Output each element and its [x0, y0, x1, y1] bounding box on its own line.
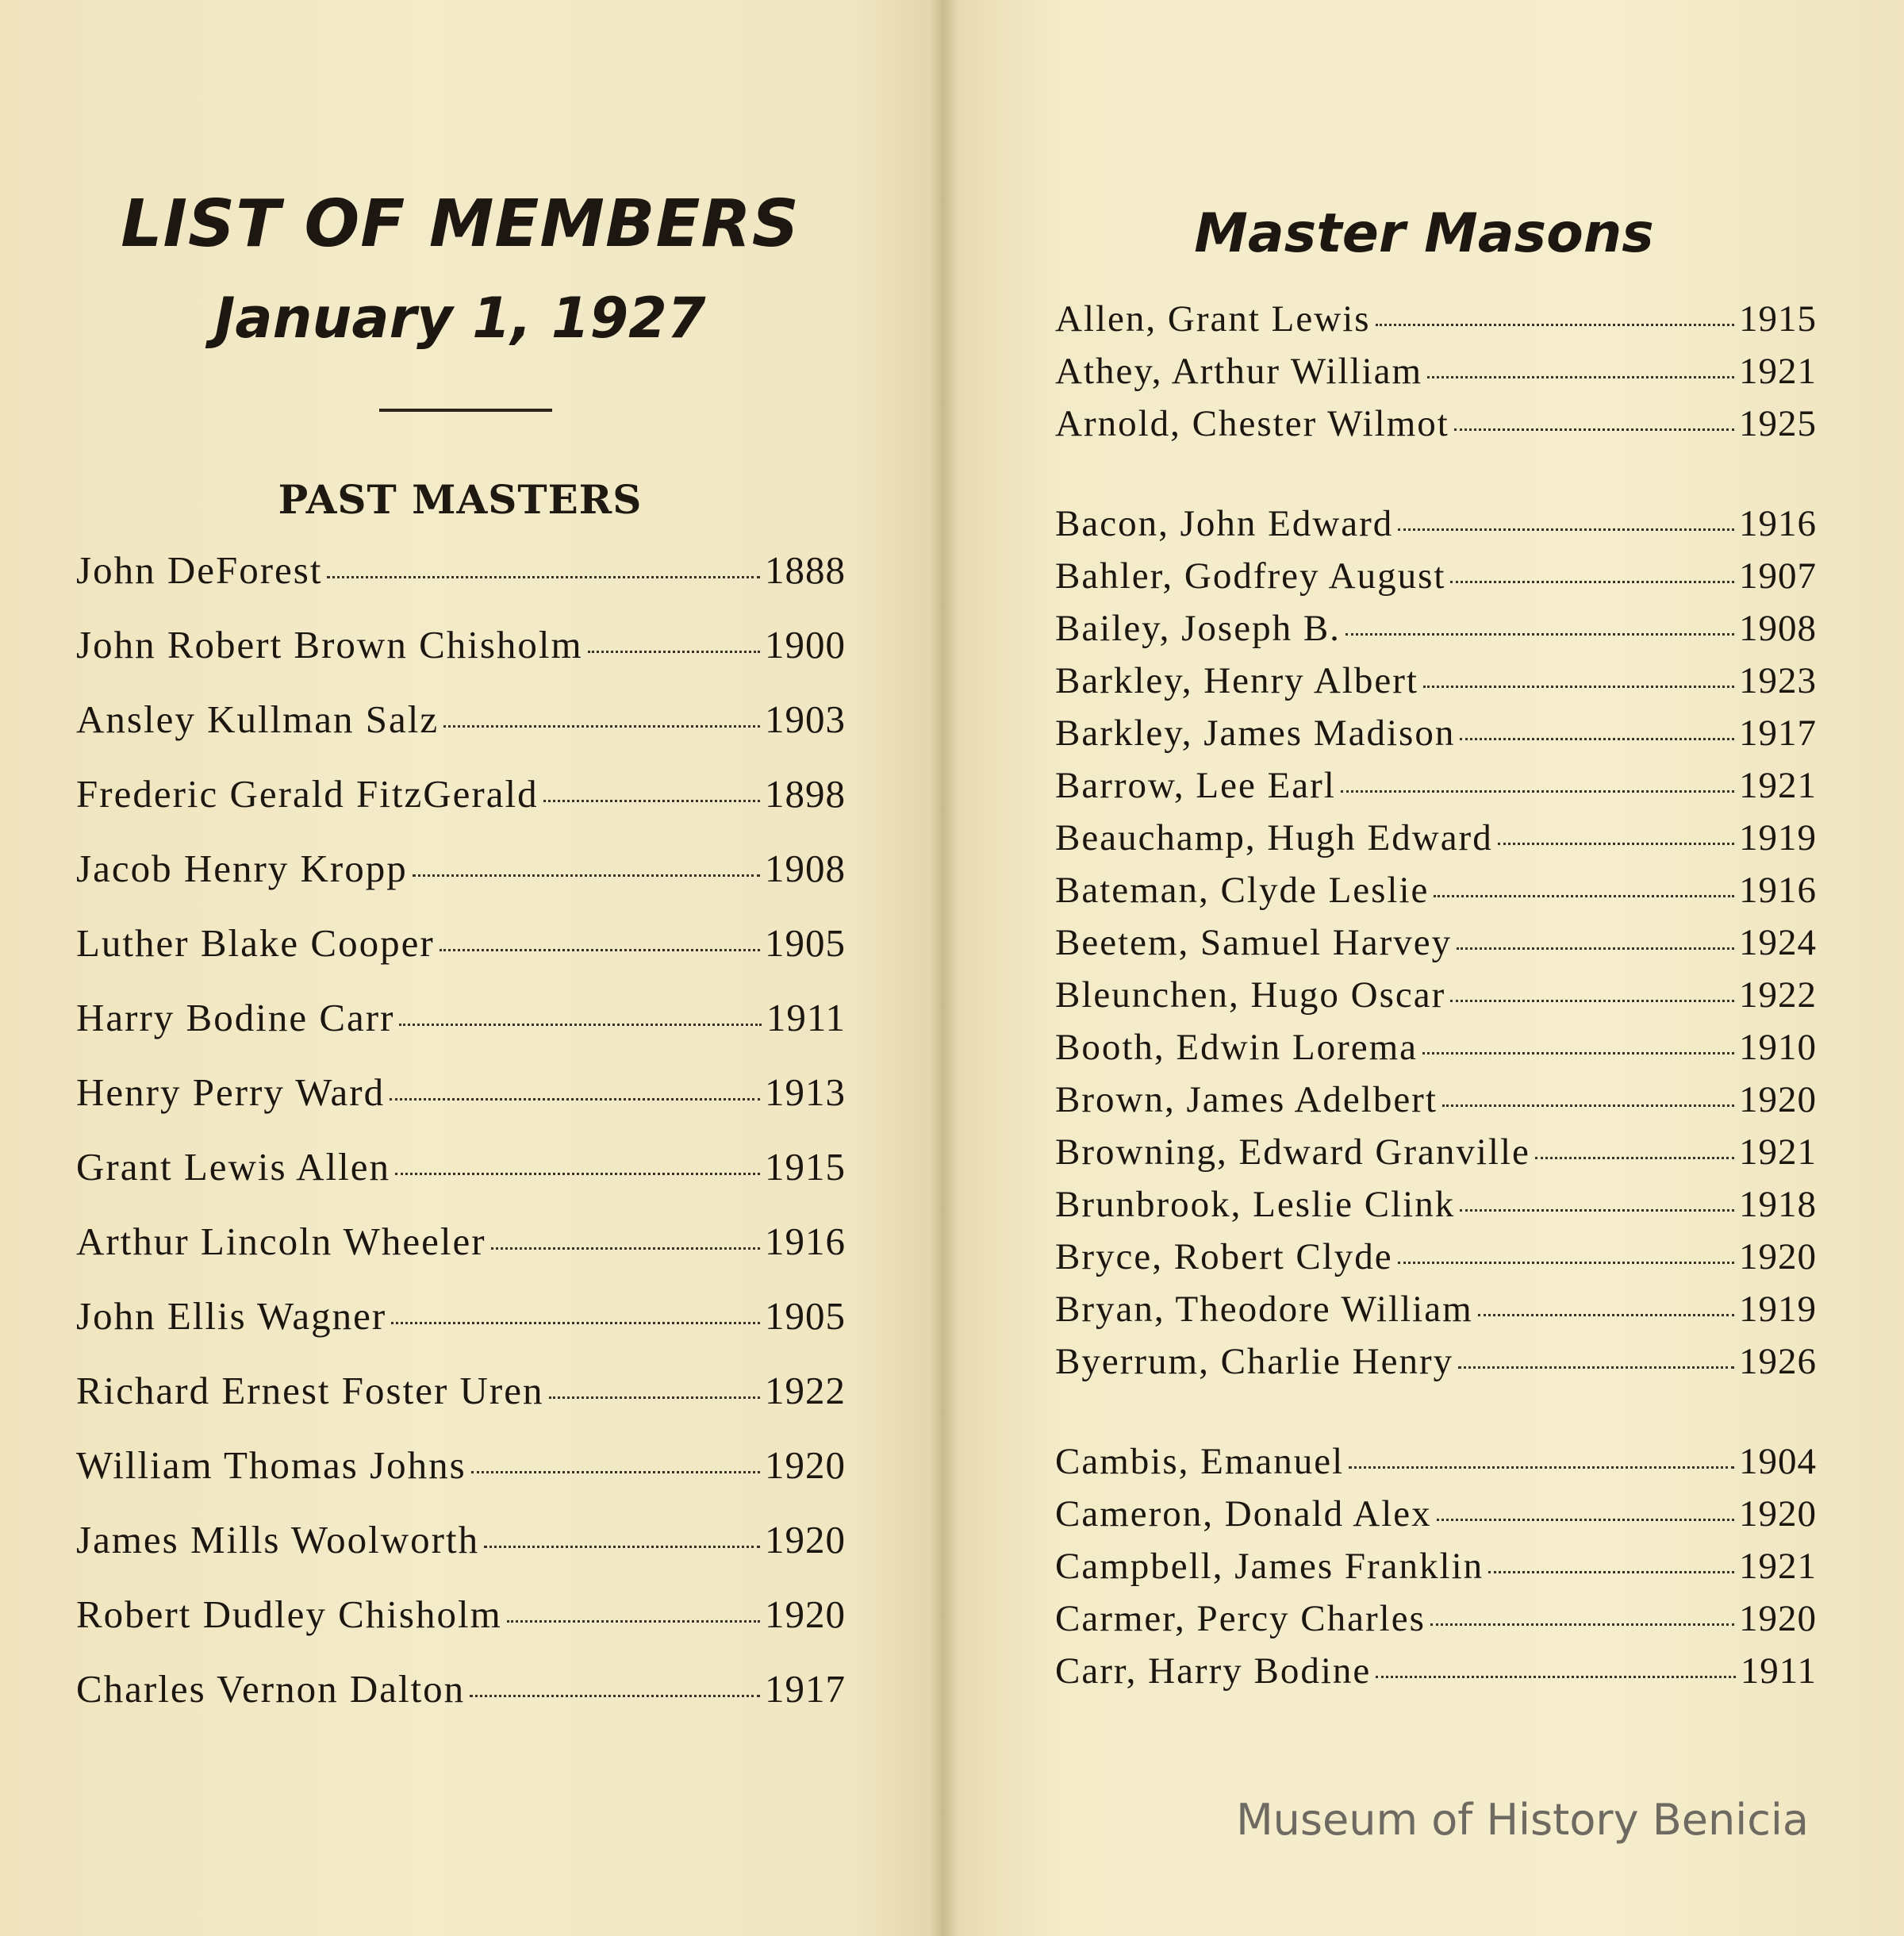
member-name: Booth, Edwin Lorema	[1055, 1027, 1418, 1068]
dot-leader	[1458, 1366, 1734, 1369]
dot-leader	[507, 1620, 760, 1623]
member-name: Bailey, Joseph B.	[1055, 608, 1341, 649]
member-year: 1921	[1739, 1546, 1817, 1587]
member-name: Jacob Henry Kropp	[76, 847, 408, 890]
member-name: Browning, Edward Granville	[1055, 1131, 1530, 1173]
member-row	[76, 995, 846, 1070]
dot-leader	[1535, 1157, 1734, 1159]
member-name: Bryce, Robert Clyde	[1055, 1236, 1393, 1277]
member-name: Barkley, James Madison	[1055, 713, 1456, 754]
dot-leader	[1442, 1104, 1734, 1107]
member-year: 1913	[765, 1070, 846, 1114]
member-row	[1055, 1131, 1817, 1183]
member-row	[1055, 1650, 1817, 1702]
member-year: 1919	[1739, 1289, 1817, 1330]
member-year: 1922	[1739, 974, 1817, 1016]
member-row	[1055, 974, 1817, 1026]
member-row	[1055, 1078, 1817, 1131]
member-row	[1055, 869, 1817, 921]
member-year: 1904	[1739, 1441, 1817, 1482]
dot-leader	[395, 1173, 760, 1175]
member-name: Allen, Grant Lewis	[1055, 298, 1371, 340]
member-row	[76, 771, 846, 846]
member-name: James Mills Woolworth	[76, 1518, 480, 1561]
member-name: Bryan, Theodore William	[1055, 1289, 1473, 1330]
dot-leader	[1434, 895, 1734, 897]
member-name: William Thomas Johns	[76, 1443, 466, 1487]
dot-leader	[1450, 581, 1734, 583]
dot-leader	[549, 1396, 761, 1399]
member-row	[76, 697, 846, 771]
member-year: 1921	[1739, 765, 1817, 806]
member-name: Henry Perry Ward	[76, 1070, 386, 1114]
dot-leader	[471, 1471, 760, 1473]
group-spacer	[1055, 455, 1817, 502]
member-year: 1910	[1739, 1027, 1817, 1068]
member-name: Ansley Kullman Salz	[76, 697, 440, 741]
member-row	[1055, 1183, 1817, 1235]
left-page	[0, 0, 944, 1936]
member-year: 1911	[766, 996, 846, 1039]
member-name: Frederic Gerald FitzGerald	[76, 772, 539, 816]
member-row	[1055, 555, 1817, 607]
member-row	[1055, 350, 1817, 402]
member-year: 1921	[1739, 351, 1817, 392]
member-row	[76, 920, 846, 995]
member-name: John DeForest	[76, 548, 323, 592]
dot-leader	[443, 725, 760, 728]
member-year: 1918	[1739, 1184, 1817, 1225]
member-name: Carr, Harry Bodine	[1055, 1650, 1372, 1692]
member-year: 1916	[1739, 503, 1817, 544]
member-row	[1055, 502, 1817, 555]
member-name: Carmer, Percy Charles	[1055, 1598, 1426, 1639]
dot-leader	[1460, 738, 1734, 740]
member-year: 1916	[1739, 870, 1817, 911]
dot-leader	[588, 651, 760, 653]
member-year: 1920	[1739, 1079, 1817, 1120]
member-name: Robert Dudley Chisholm	[76, 1592, 502, 1636]
member-year: 1903	[765, 697, 846, 741]
member-name: Barrow, Lee Earl	[1055, 765, 1336, 806]
member-row	[76, 1144, 846, 1219]
member-name: Arthur Lincoln Wheeler	[76, 1220, 486, 1263]
museum-watermark: Museum of History Benicia	[1236, 1795, 1809, 1845]
dot-leader	[1341, 790, 1734, 793]
dot-leader	[1498, 843, 1734, 845]
member-row	[1055, 298, 1817, 350]
dot-leader	[1437, 1519, 1734, 1521]
dot-leader	[543, 800, 760, 802]
dot-leader	[399, 1024, 761, 1026]
member-name: Beauchamp, Hugh Edward	[1055, 817, 1493, 859]
member-year: 1923	[1739, 660, 1817, 701]
member-year: 1900	[765, 623, 846, 666]
member-year: 1905	[765, 921, 846, 965]
dot-leader	[1427, 376, 1734, 378]
member-name: Luther Blake Cooper	[76, 921, 435, 965]
member-row	[1055, 1440, 1817, 1492]
member-name: John Ellis Wagner	[76, 1294, 387, 1338]
member-row	[1055, 712, 1817, 764]
member-year: 1917	[765, 1667, 846, 1711]
dot-leader	[1488, 1571, 1734, 1573]
dot-leader	[1376, 1676, 1735, 1678]
member-name: Beetem, Samuel Harvey	[1055, 922, 1453, 963]
member-row	[1055, 1026, 1817, 1078]
member-row	[1055, 659, 1817, 712]
member-row	[1055, 764, 1817, 816]
member-year: 1925	[1739, 403, 1817, 444]
dot-leader	[1345, 633, 1734, 636]
member-name: Arnold, Chester Wilmot	[1055, 403, 1449, 444]
group-spacer	[1055, 1392, 1817, 1440]
member-row	[76, 1368, 846, 1442]
dot-leader	[327, 576, 760, 578]
dot-leader	[470, 1695, 760, 1697]
master-masons-list	[1055, 298, 1817, 1702]
member-name: Bacon, John Edward	[1055, 503, 1394, 544]
member-year: 1888	[765, 548, 846, 592]
member-row	[1055, 1288, 1817, 1340]
divider-rule	[379, 409, 552, 412]
member-row	[1055, 921, 1817, 974]
member-year: 1922	[765, 1369, 846, 1412]
member-year: 1916	[765, 1220, 846, 1263]
dot-leader	[491, 1247, 760, 1250]
dot-leader	[1376, 324, 1734, 326]
member-row	[76, 1666, 846, 1741]
member-row	[76, 1293, 846, 1368]
member-year: 1920	[1739, 1493, 1817, 1535]
member-year: 1921	[1739, 1131, 1817, 1173]
member-name: Brunbrook, Leslie Clink	[1055, 1184, 1456, 1225]
member-name: Grant Lewis Allen	[76, 1145, 390, 1189]
member-year: 1905	[765, 1294, 846, 1338]
dot-leader	[1423, 686, 1734, 688]
member-row	[1055, 1492, 1817, 1545]
dot-leader	[1422, 1052, 1734, 1054]
dot-leader	[391, 1322, 760, 1324]
member-name: Athey, Arthur William	[1055, 351, 1423, 392]
member-year: 1908	[765, 847, 846, 890]
member-row	[1055, 1597, 1817, 1650]
dot-leader	[1398, 528, 1734, 531]
member-name: Cambis, Emanuel	[1055, 1441, 1345, 1482]
member-row	[76, 1442, 846, 1517]
dot-leader	[1430, 1623, 1734, 1626]
member-year: 1920	[765, 1443, 846, 1487]
dot-leader	[1398, 1262, 1734, 1264]
member-row	[76, 846, 846, 920]
past-masters-heading: PAST MASTERS	[278, 476, 643, 523]
member-name: Cameron, Donald Alex	[1055, 1493, 1432, 1535]
member-year: 1911	[1740, 1650, 1817, 1692]
member-year: 1898	[765, 772, 846, 816]
member-year: 1917	[1739, 713, 1817, 754]
member-name: Bleunchen, Hugo Oscar	[1055, 974, 1446, 1016]
dot-leader	[1457, 947, 1734, 950]
book-gutter	[930, 0, 958, 1936]
master-masons-heading: Master Masons	[1194, 202, 1654, 265]
dot-leader	[440, 949, 760, 951]
page-title: LIST OF MEMBERS	[121, 186, 800, 262]
dot-leader	[1478, 1314, 1734, 1316]
member-year: 1920	[1739, 1236, 1817, 1277]
member-row	[1055, 402, 1817, 455]
dot-leader	[1454, 428, 1734, 431]
member-name: Bateman, Clyde Leslie	[1055, 870, 1430, 911]
member-name: Campbell, James Franklin	[1055, 1546, 1484, 1587]
member-year: 1926	[1739, 1341, 1817, 1382]
member-name: Brown, James Adelbert	[1055, 1079, 1438, 1120]
member-row	[76, 1219, 846, 1293]
member-year: 1919	[1739, 817, 1817, 859]
member-row	[1055, 1545, 1817, 1597]
dot-leader	[1460, 1209, 1734, 1212]
member-name: Byerrum, Charlie Henry	[1055, 1341, 1454, 1382]
member-name: Richard Ernest Foster Uren	[76, 1369, 544, 1412]
member-year: 1924	[1739, 922, 1817, 963]
member-row	[76, 1592, 846, 1666]
member-row	[76, 622, 846, 697]
member-row	[76, 1070, 846, 1144]
member-year: 1920	[765, 1592, 846, 1636]
dot-leader	[1450, 1000, 1734, 1002]
member-name: John Robert Brown Chisholm	[76, 623, 583, 666]
member-row	[1055, 816, 1817, 869]
member-year: 1920	[1739, 1598, 1817, 1639]
member-row	[76, 547, 846, 622]
dot-leader	[390, 1098, 760, 1101]
member-name: Harry Bodine Carr	[76, 996, 395, 1039]
member-year: 1920	[765, 1518, 846, 1561]
dot-leader	[1349, 1466, 1734, 1469]
dot-leader	[413, 874, 760, 877]
member-year: 1915	[765, 1145, 846, 1189]
list-date: January 1, 1927	[214, 286, 706, 351]
member-row	[1055, 607, 1817, 659]
member-row	[76, 1517, 846, 1592]
member-year: 1908	[1739, 608, 1817, 649]
dot-leader	[484, 1546, 760, 1548]
member-name: Bahler, Godfrey August	[1055, 555, 1446, 597]
past-masters-list	[76, 547, 846, 1741]
member-name: Barkley, Henry Albert	[1055, 660, 1418, 701]
member-row	[1055, 1340, 1817, 1392]
member-row	[1055, 1235, 1817, 1288]
member-year: 1907	[1739, 555, 1817, 597]
member-name: Charles Vernon Dalton	[76, 1667, 466, 1711]
member-year: 1915	[1739, 298, 1817, 340]
